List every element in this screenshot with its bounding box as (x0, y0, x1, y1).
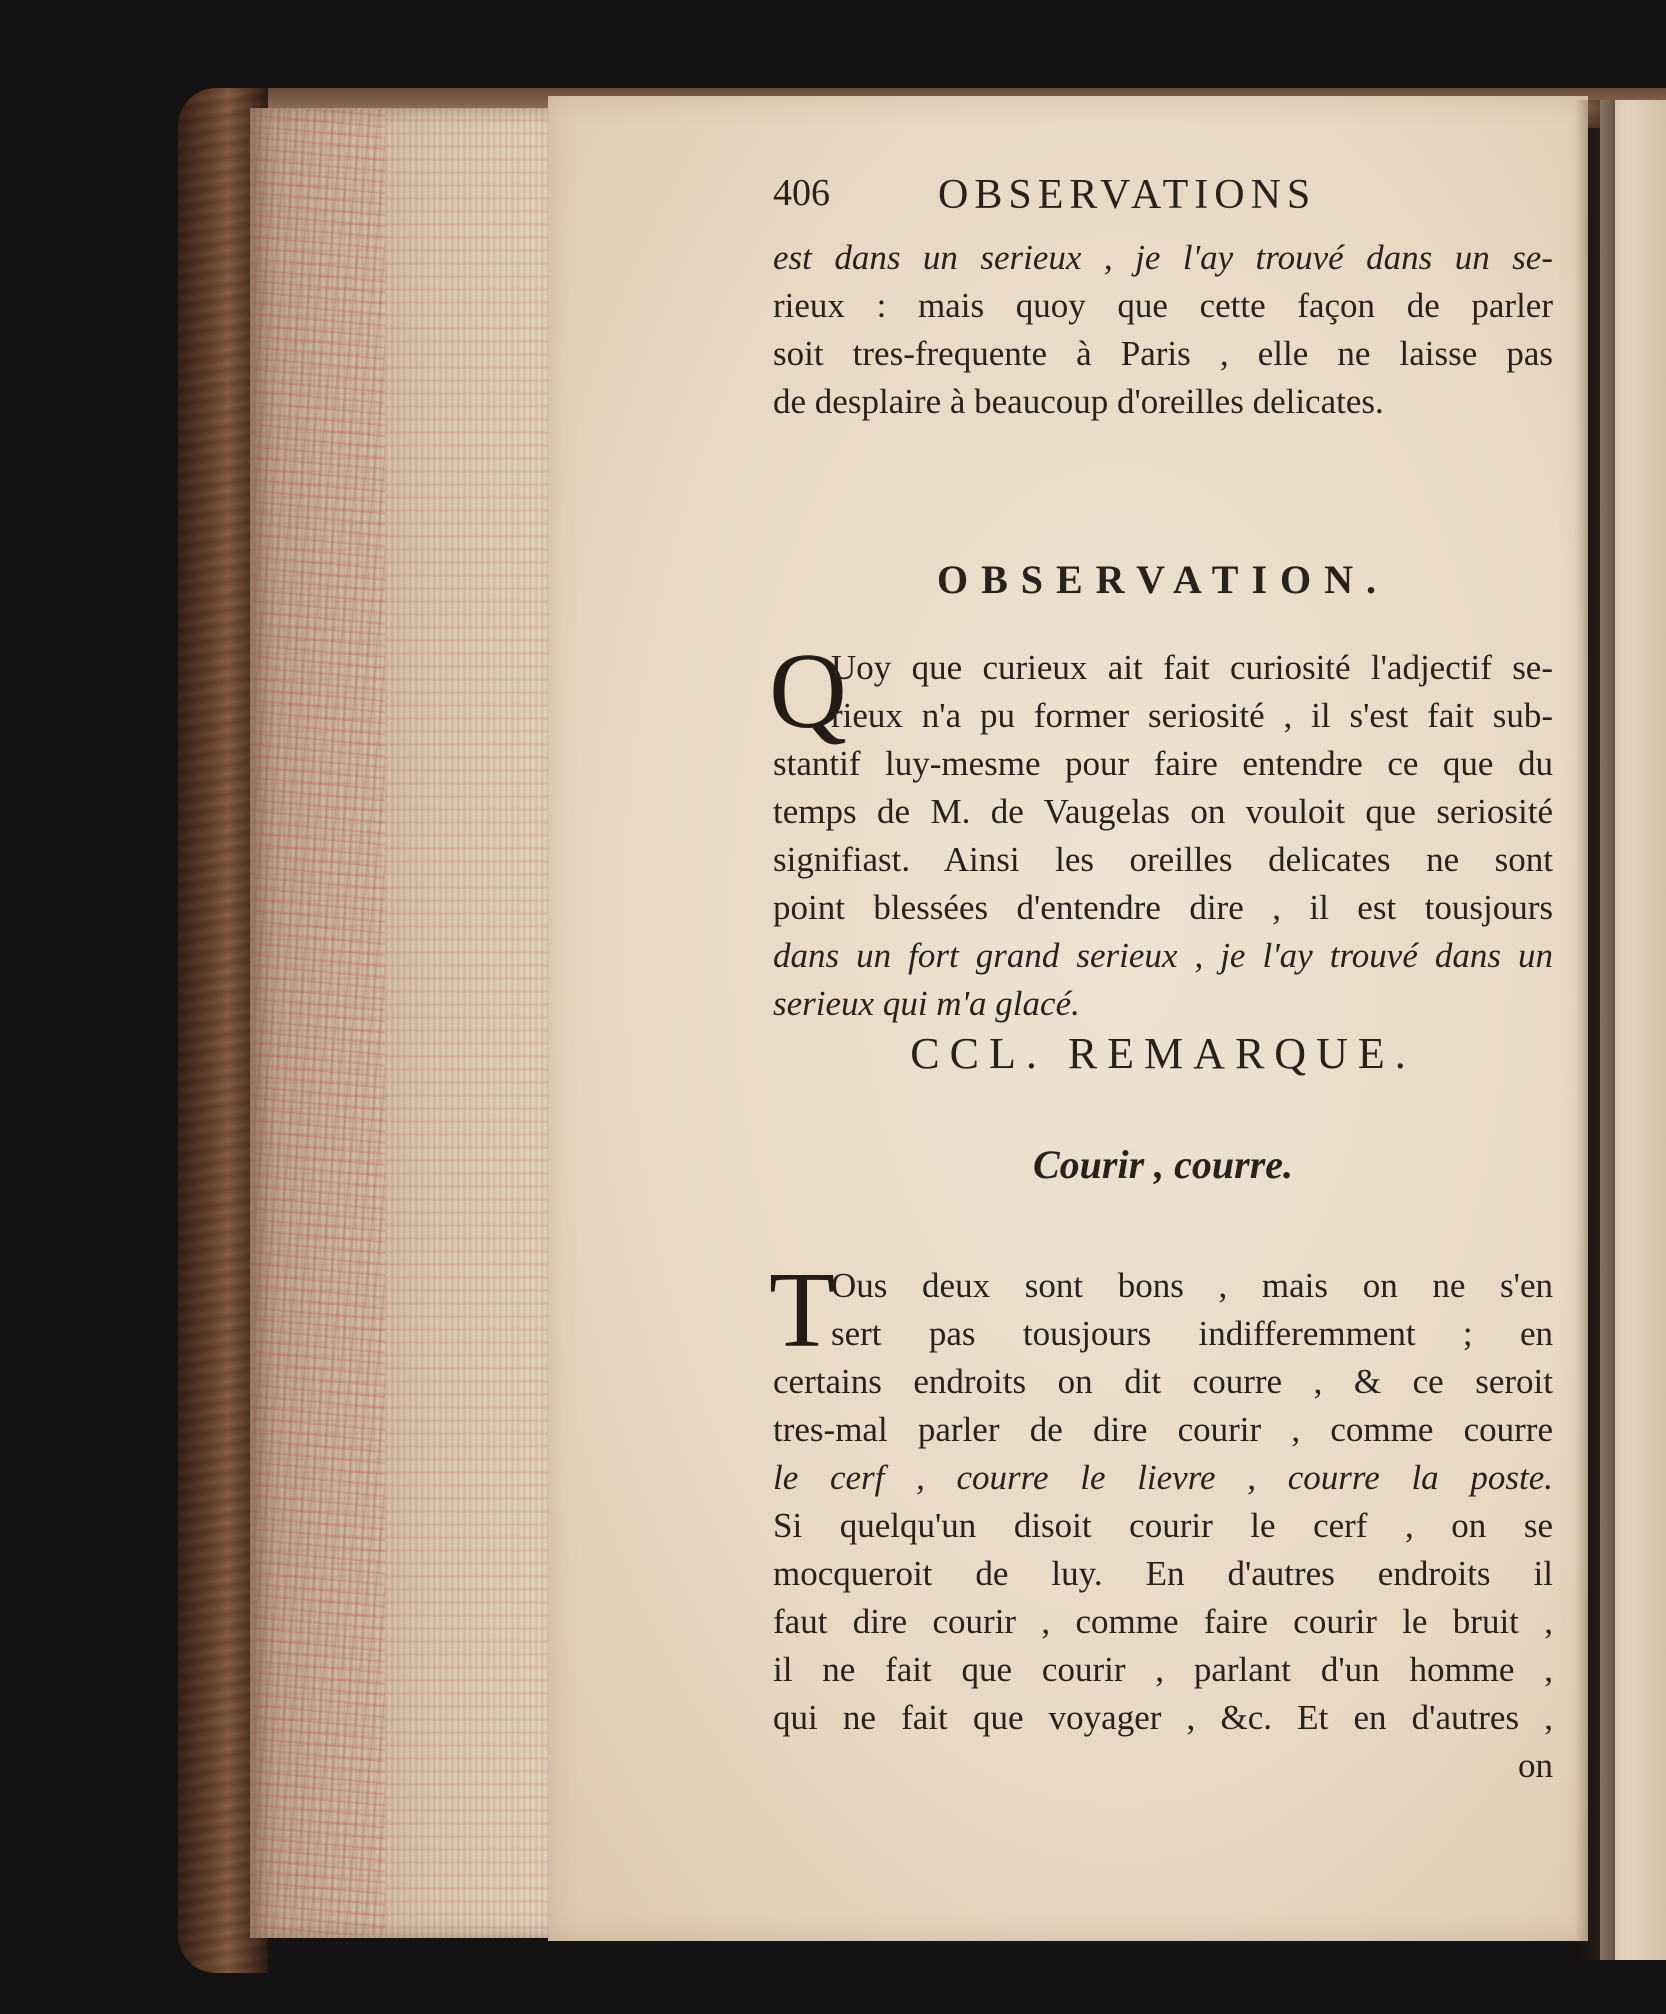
text-line: qui ne fait que voyager , &c. Et en d'autres , (773, 1698, 1553, 1737)
text-line: Si quelqu'un disoit courir le cerf , on se (773, 1506, 1553, 1545)
text-line: certains endroits on dit courre , & ce seroit (773, 1362, 1553, 1401)
remarque-heading: CCL. REMARQUE. (910, 1029, 1416, 1078)
text-line: rieux n'a pu former seriosité , il s'est fait sub- (831, 696, 1553, 735)
page-number: 406 (773, 172, 830, 214)
text-line: le cerf , courre le lievre , courre la poste. (773, 1458, 1553, 1497)
text-line: rieux : mais quoy que cette façon de parler (773, 286, 1553, 325)
text-line (773, 236, 1553, 280)
text-line: faut dire courir , comme faire courir le bruit , (773, 1602, 1553, 1641)
observation-heading: OBSERVATION. (936, 557, 1390, 602)
red-speckled-edges (255, 110, 385, 1935)
dropcap-q: Q (769, 632, 847, 751)
running-head (773, 171, 1533, 231)
text-line: sert pas tousjours indifferemment ; en (831, 1314, 1553, 1353)
text-line: point blessées d'entendre dire , il est tousjours (773, 888, 1553, 927)
printed-page (548, 96, 1588, 1941)
text-line: stantif luy-mesme pour faire entendre ce que du (773, 744, 1553, 783)
text-line: il ne fait que courir , parlant d'un homme , (773, 1650, 1553, 1689)
gutter-shadow (1575, 100, 1615, 1960)
text-line: tres-mal parler de dire courir , comme courre (773, 1410, 1553, 1449)
text-line: serieux qui m'a glacé. (773, 984, 1080, 1023)
text-line-content: est dans un serieux , je l'ay trouvé dans un se- (773, 238, 1553, 277)
text-line: Uoy que curieux ait fait curiosité l'adjectif se- (831, 648, 1553, 687)
remarque-subject: Courir , courre. (1032, 1142, 1294, 1187)
dropcap-t: T (769, 1251, 835, 1370)
text-line: mocqueroit de luy. En d'autres endroits il (773, 1554, 1553, 1593)
running-title: OBSERVATIONS (938, 172, 1317, 218)
catchword: on (1518, 1746, 1553, 1785)
text-line: signifiast. Ainsi les oreilles delicates ne sont (773, 840, 1553, 879)
text-line: de desplaire à beaucoup d'oreilles delicates. (773, 382, 1384, 421)
text-line: dans un fort grand serieux , je l'ay trouvé dans un (773, 936, 1553, 975)
text-line: Ous deux sont bons , mais on ne s'en (831, 1266, 1553, 1305)
text-line: temps de M. de Vaugelas on vouloit que seriosité (773, 792, 1553, 831)
text-line: soit tres-frequente à Paris , elle ne laisse pas (773, 334, 1553, 373)
